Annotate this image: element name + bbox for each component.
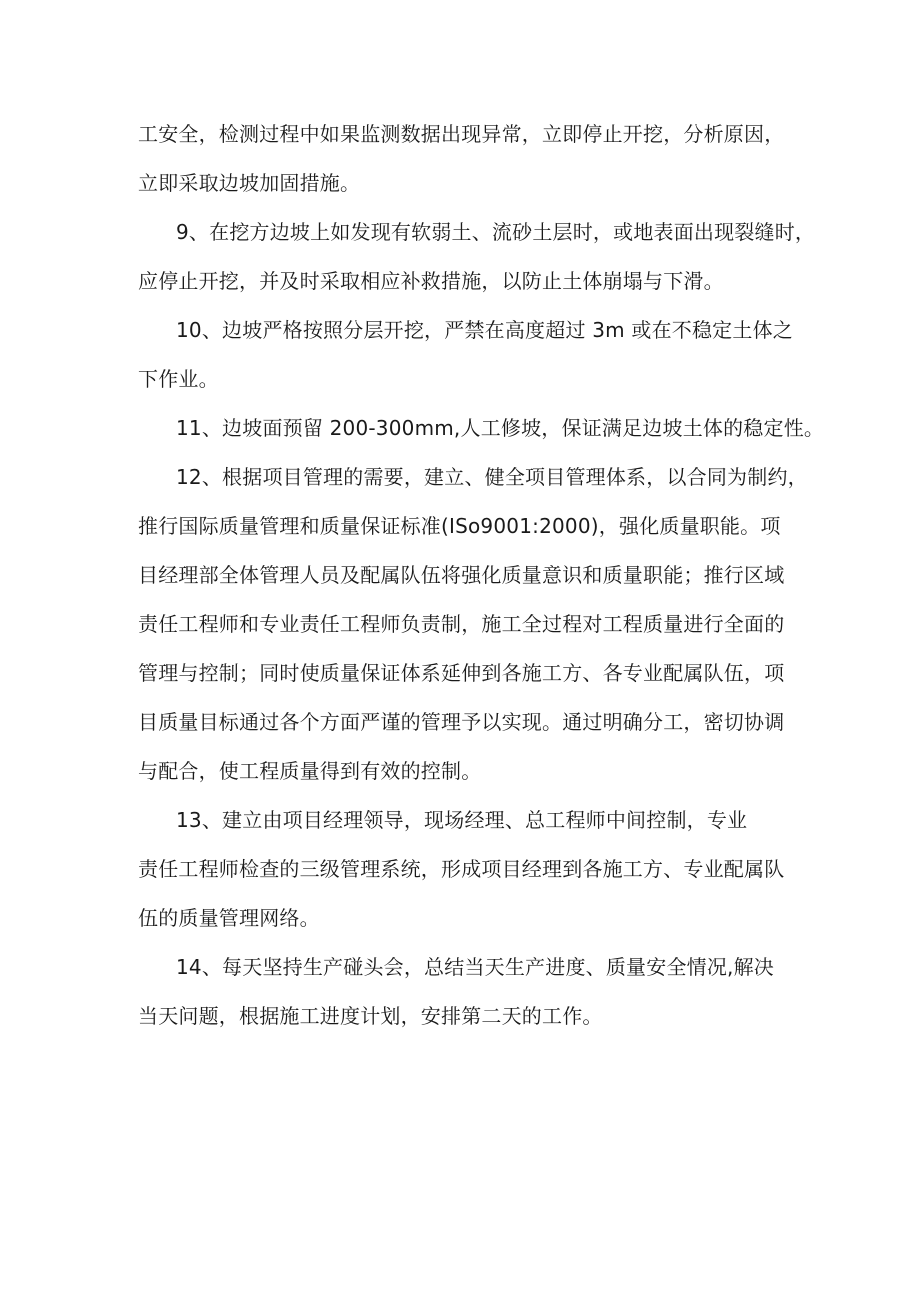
text-line: 工安全，检测过程中如果监测数据出现异常，立即停止开挖，分析原因，: [138, 122, 785, 146]
paragraph-12-line: 12、根据项目管理的需要，建立、健全项目管理体系，以合同为制约，: [176, 465, 808, 489]
paragraph-11-line: 11、边坡面预留 200-300mm,人工修坡，保证满足边坡土体的稳定性。: [176, 416, 825, 440]
text-line: 伍的质量管理网络。: [138, 906, 320, 930]
paragraph-10-line: 10、边坡严格按照分层开挖，严禁在高度超过 3m 或在不稳定土体之: [176, 318, 793, 342]
text-line: 下作业。: [138, 367, 219, 391]
text-line: 推行国际质量管理和质量保证标准(ISo9001:2000)，强化质量职能。项: [138, 514, 781, 538]
text-line: 应停止开挖，并及时采取相应补救措施，以防止土体崩塌与下滑。: [138, 269, 724, 293]
text-line: 责任工程师和专业责任工程师负责制，施工全过程对工程质量进行全面的: [138, 612, 785, 636]
paragraph-14-line: 14、每天坚持生产碰头会，总结当天生产进度、质量安全情况,解决: [176, 955, 775, 979]
text-line: 责任工程师检查的三级管理系统，形成项目经理到各施工方、专业配属队: [138, 857, 785, 881]
text-line: 目经理部全体管理人员及配属队伍将强化质量意识和质量职能；推行区域: [138, 563, 785, 587]
text-line: 与配合，使工程质量得到有效的控制。: [138, 759, 482, 783]
paragraph-13-line: 13、建立由项目经理领导，现场经理、总工程师中间控制，专业: [176, 808, 748, 832]
paragraph-9-line: 9、在挖方边坡上如发现有软弱土、流砂土层时，或地表面出现裂缝时，: [176, 220, 816, 244]
text-line: 目质量目标通过各个方面严谨的管理予以实现。通过明确分工，密切协调: [138, 710, 785, 734]
text-line: 立即采取边坡加固措施。: [138, 171, 361, 195]
text-line: 管理与控制；同时使质量保证体系延伸到各施工方、各专业配属队伍，项: [138, 661, 785, 685]
text-line: 当天问题，根据施工进度计划，安排第二天的工作。: [138, 1004, 603, 1028]
